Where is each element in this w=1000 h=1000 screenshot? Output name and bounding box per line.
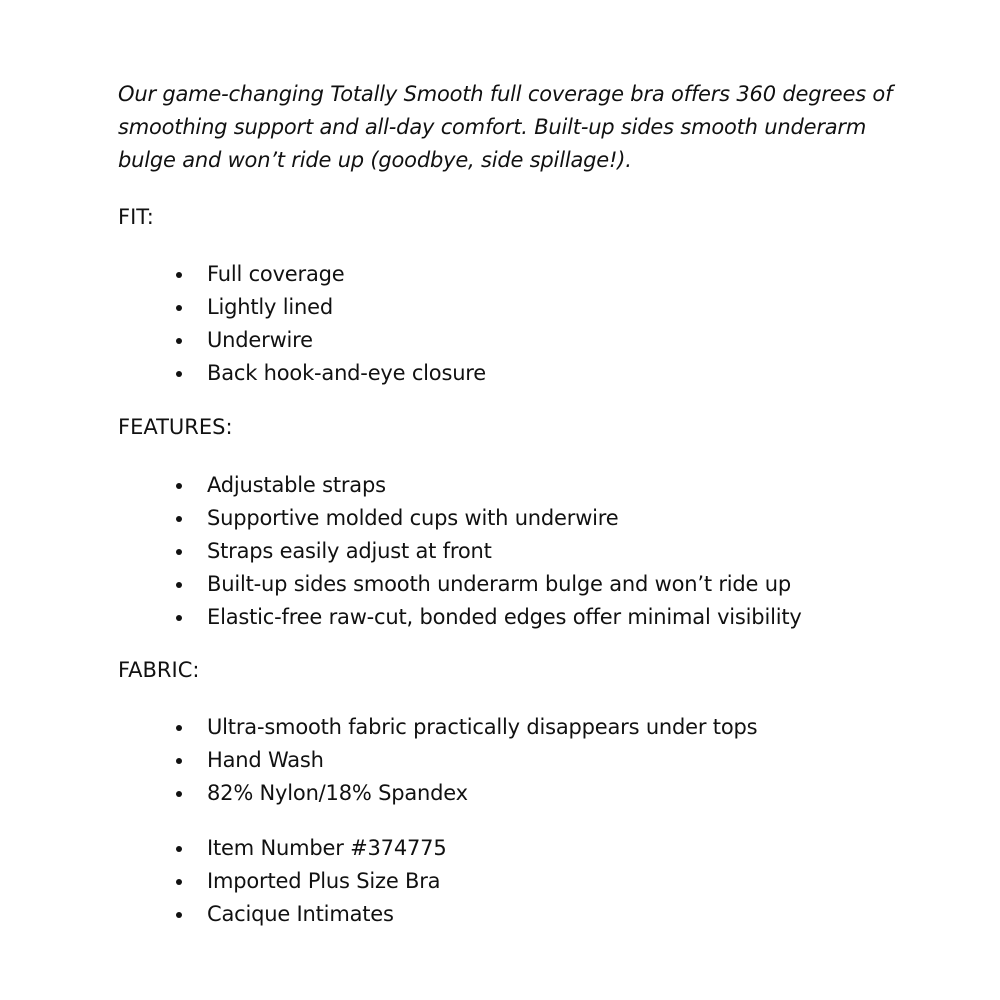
fit-list: [118, 258, 908, 390]
list-item-text: Straps easily adjust at front: [207, 539, 492, 563]
list-item: [176, 469, 908, 502]
product-description: [118, 78, 908, 931]
list-item: [176, 777, 908, 810]
bullet-icon: [176, 758, 182, 764]
intro-paragraph: Our game-changing Totally Smooth full coverage bra offers 360 degrees of smoothing support and all-day comfort. Built-up sides smooth underarm bulge and won’t ride up (goodbye, side spillage!).: [118, 82, 893, 172]
bullet-icon: [176, 305, 182, 311]
bullet-icon: [176, 516, 182, 522]
list-item-text: Lightly lined: [207, 295, 333, 319]
list-item-text: Elastic-free raw-cut, bonded edges offer minimal visibility: [207, 605, 802, 629]
list-item-text: Imported Plus Size Bra: [207, 869, 441, 893]
list-item: [176, 601, 908, 634]
list-item-text: Full coverage: [207, 262, 345, 286]
fabric-list: [118, 711, 908, 810]
bullet-icon: [176, 272, 182, 278]
list-item-text: Supportive molded cups with underwire: [207, 506, 619, 530]
list-item: [176, 502, 908, 535]
bullet-icon: [176, 338, 182, 344]
list-item-text: Built-up sides smooth underarm bulge and won’t ride up: [207, 572, 791, 596]
list-item: [176, 865, 908, 898]
list-item-text: Item Number #374775: [207, 836, 447, 860]
list-item-text: 82% Nylon/18% Spandex: [207, 781, 468, 805]
product-info-list: [118, 832, 908, 931]
list-item-text: Cacique Intimates: [207, 902, 394, 926]
features-heading: FEATURES:: [118, 415, 233, 439]
list-item: [176, 744, 908, 777]
list-item-text: Hand Wash: [207, 748, 324, 772]
list-item-text: Ultra-smooth fabric practically disappears under tops: [207, 715, 758, 739]
list-item: [176, 324, 908, 357]
bullet-icon: [176, 791, 182, 797]
bullet-icon: [176, 725, 182, 731]
list-item-text: Back hook-and-eye closure: [207, 361, 487, 385]
list-item: [176, 291, 908, 324]
list-item: [176, 898, 908, 931]
list-item: [176, 535, 908, 568]
fabric-heading: FABRIC:: [118, 658, 200, 682]
fit-heading: FIT:: [118, 205, 154, 229]
list-item-text: Adjustable straps: [207, 473, 386, 497]
list-item: [176, 832, 908, 865]
list-item-text: Underwire: [207, 328, 313, 352]
bullet-icon: [176, 615, 182, 621]
list-item: [176, 357, 908, 390]
features-list: [118, 469, 908, 634]
bullet-icon: [176, 846, 182, 852]
list-item: [176, 568, 908, 601]
bullet-icon: [176, 879, 182, 885]
bullet-icon: [176, 582, 182, 588]
list-item: [176, 711, 908, 744]
bullet-icon: [176, 549, 182, 555]
bullet-icon: [176, 371, 182, 377]
bullet-icon: [176, 912, 182, 918]
list-item: [176, 258, 908, 291]
bullet-icon: [176, 483, 182, 489]
